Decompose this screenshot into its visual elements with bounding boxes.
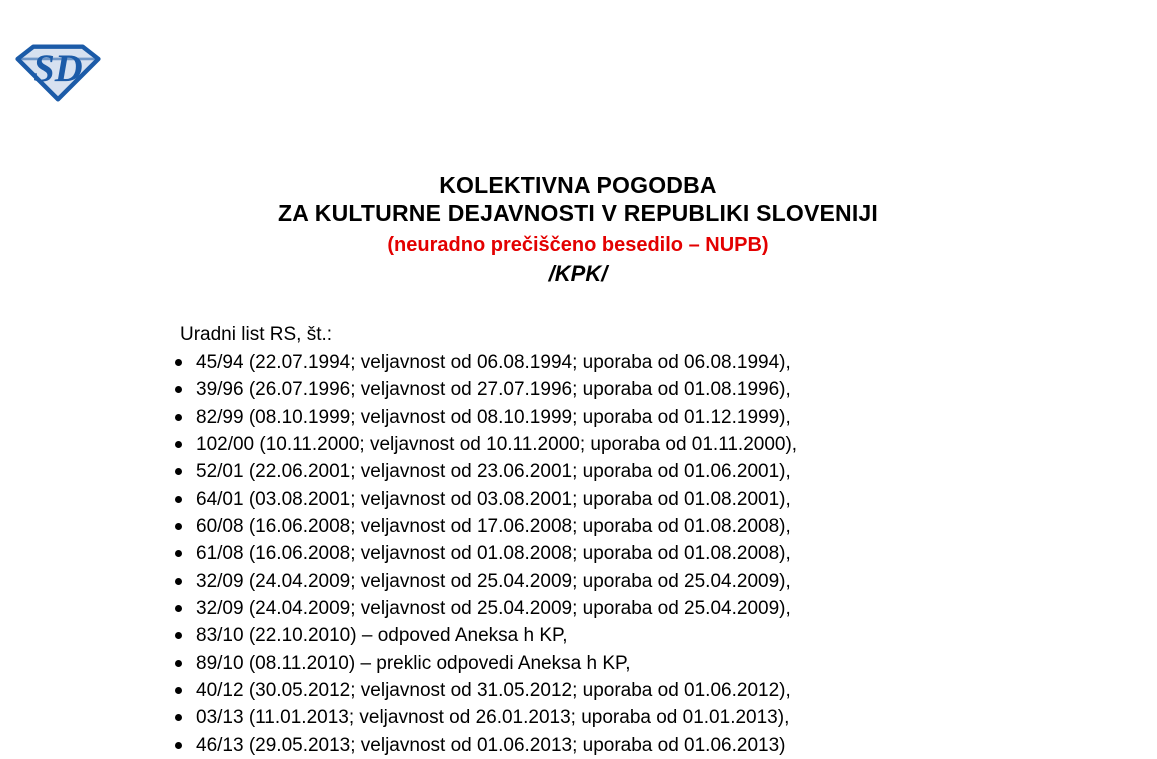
list-item: 39/96 (26.07.1996; veljavnost od 27.07.1996; uporaba od 01.08.1996), (196, 376, 1056, 403)
list-item: 52/01 (22.06.2001; veljavnost od 23.06.2001; uporaba od 01.06.2001), (196, 458, 1056, 485)
subtitle-nupb: (neuradno prečiščeno besedilo – NUPB) (387, 234, 769, 256)
list-item: 45/94 (22.07.1994; veljavnost od 06.08.1994; uporaba od 06.08.1994), (196, 349, 1056, 376)
list-item: 89/10 (08.11.2010) – preklic odpovedi Aneksa h KP, (196, 650, 1056, 677)
list-item: 32/09 (24.04.2009; veljavnost od 25.04.2009; uporaba od 25.04.2009), (196, 595, 1056, 622)
list-item: 61/08 (16.06.2008; veljavnost od 01.08.2008; uporaba od 01.08.2008), (196, 540, 1056, 567)
gazette-list (196, 349, 1056, 759)
sd-logo-letters: SD (33, 47, 83, 90)
document-code: /KPK/ (548, 261, 608, 286)
list-item: 82/99 (08.10.1999; veljavnost od 08.10.1999; uporaba od 01.12.1999), (196, 404, 1056, 431)
title-block (18, 171, 1138, 288)
list-item: 60/08 (16.06.2008; veljavnost od 17.06.2008; uporaba od 01.08.2008), (196, 513, 1056, 540)
list-item: 64/01 (03.08.2001; veljavnost od 03.08.2001; uporaba od 01.08.2001), (196, 486, 1056, 513)
list-item: 46/13 (29.05.2013; veljavnost od 01.06.2013; uporaba od 01.06.2013) (196, 732, 1056, 759)
list-item: 102/00 (10.11.2000; veljavnost od 10.11.2000; uporaba od 01.11.2000), (196, 431, 1056, 458)
gazette-intro: Uradni list RS, št.: (180, 324, 333, 345)
list-item: 40/12 (30.05.2012; veljavnost od 31.05.2012; uporaba od 01.06.2012), (196, 677, 1056, 704)
list-item: 03/13 (11.01.2013; veljavnost od 26.01.2013; uporaba od 01.01.2013), (196, 704, 1056, 731)
document-title-line2: ZA KULTURNE DEJAVNOSTI V REPUBLIKI SLOVENIJI (277, 200, 879, 226)
list-item: 83/10 (22.10.2010) – odpoved Aneksa h KP, (196, 622, 1056, 649)
document-title-line1: KOLEKTIVNA POGODBA (439, 172, 717, 198)
list-item: 32/09 (24.04.2009; veljavnost od 25.04.2009; uporaba od 25.04.2009), (196, 568, 1056, 595)
sd-diamond-icon (14, 44, 102, 102)
sd-logo (14, 44, 102, 102)
